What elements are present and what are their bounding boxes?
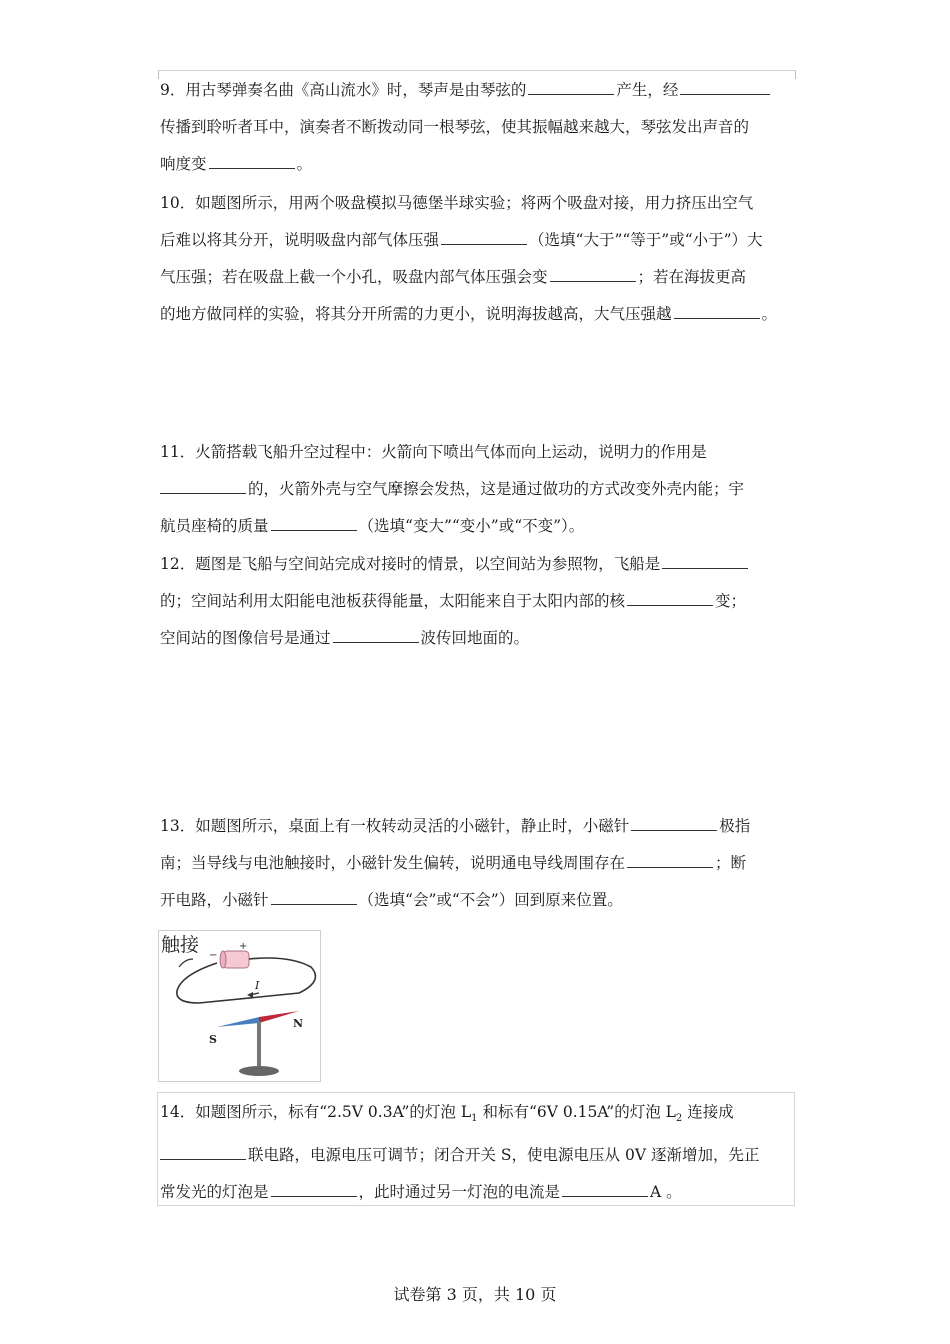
q14-subscript: 1	[471, 1113, 478, 1125]
q12-text: 波传回地面的。	[420, 629, 530, 647]
q14-text: A 。	[650, 1183, 682, 1202]
q14-text: 常发光的灯泡是	[160, 1183, 269, 1202]
q12-text: 空间站的图像信号是通过	[160, 629, 331, 647]
q10-text: 气压强；若在吸盘上截一个小孔，吸盘内部气体压强会变	[160, 268, 548, 286]
figure-title: 触接	[161, 934, 200, 956]
q13-blank-1[interactable]	[631, 816, 717, 831]
question-12	[160, 546, 792, 657]
question-14	[160, 1094, 792, 1211]
question-11	[160, 434, 792, 545]
q14-blank-2[interactable]	[271, 1182, 357, 1197]
q11-text: 航员座椅的质量	[160, 517, 269, 535]
north-pole-label: N	[293, 1017, 304, 1030]
stand-base	[239, 1066, 279, 1076]
battery-end	[220, 951, 226, 968]
battery-plus-label: +	[239, 941, 248, 952]
question-13	[160, 808, 792, 919]
q12-text: 的；空间站利用太阳能电池板获得能量，太阳能来自于太阳内部的核	[160, 592, 626, 610]
q14-subscript: 2	[675, 1113, 683, 1125]
q13-text: 极指	[719, 817, 751, 835]
q12-text: 12．题图是飞船与空间站完成对接时的情景，以空间站为参照物，飞船是	[160, 555, 661, 573]
q9-text: 传播到聆听者耳中，演奏者不断拨动同一根琴弦，使其振幅越来越大，琴弦发出声音的	[160, 118, 750, 136]
figure-svg	[159, 931, 320, 1081]
q14-text: 和标有“6V 0.15A”的灯泡 L	[477, 1103, 676, 1121]
q12-blank-2[interactable]	[627, 591, 713, 606]
q9-text: 9．用古琴弹奏名曲《高山流水》时，琴声是由琴弦的	[160, 81, 527, 99]
q10-text: （选填“大于”“等于”或“小于”）大	[529, 231, 763, 249]
q12-text: 变；	[715, 592, 747, 610]
question-9	[160, 72, 792, 183]
q10-blank-1[interactable]	[441, 230, 527, 245]
q9-blank-3[interactable]	[209, 154, 295, 169]
q10-text: 10．如题图所示，用两个吸盘模拟马德堡半球实验；将两个吸盘对接，用力挤压出空气	[160, 194, 754, 212]
q10-text: 的地方做同样的实验，将其分开所需的力更小，说明海拔越高，大气压强越	[160, 305, 672, 323]
touch-arrow-icon	[179, 959, 193, 967]
current-label: I	[255, 979, 260, 992]
q13-blank-3[interactable]	[271, 890, 357, 905]
q11-blank-1[interactable]	[160, 479, 246, 494]
q9-blank-1[interactable]	[528, 80, 614, 95]
q13-text: 开电路，小磁针	[160, 891, 269, 909]
q13-text: 13．如题图所示，桌面上有一枚转动灵活的小磁针，静止时，小磁针	[160, 817, 630, 835]
page-footer: 试卷第 3 页，共 10 页	[393, 1285, 557, 1304]
battery-minus-label: −	[209, 950, 218, 961]
q10-blank-2[interactable]	[550, 267, 636, 282]
q10-text: 。	[761, 305, 778, 323]
q14-text: 14．如题图所示，标有“2.5V 0.3A”的灯泡 L	[160, 1103, 472, 1121]
q9-text: 产生，经	[616, 81, 679, 99]
q9-blank-2[interactable]	[680, 80, 770, 95]
q14-text: 联电路，电源电压可调节；闭合开关 S，使电源电压从 0V 逐渐增加，先正	[248, 1146, 760, 1165]
needle-south-half	[217, 1017, 259, 1027]
q11-blank-2[interactable]	[271, 516, 357, 531]
south-pole-label: S	[209, 1033, 217, 1046]
question-10	[160, 185, 792, 333]
q10-blank-3[interactable]	[674, 304, 760, 319]
q12-blank-1[interactable]	[662, 554, 748, 569]
q13-text: ；断	[715, 854, 747, 872]
q14-blank-3[interactable]	[562, 1182, 648, 1197]
q9-text: 响度变	[160, 155, 207, 173]
q9-text: 。	[296, 155, 313, 173]
q10-text: ；若在海拔更高	[637, 268, 747, 286]
q12-blank-3[interactable]	[333, 628, 419, 643]
q13-text: （选填“会”或“不会”）回到原来位置。	[358, 891, 623, 909]
q10-text: 后难以将其分开，说明吸盘内部气体压强	[160, 231, 440, 249]
magnet-needle-figure	[158, 930, 321, 1082]
needle-stand	[257, 1021, 261, 1067]
q14-text: ，此时通过另一灯泡的电流是	[358, 1183, 561, 1202]
q11-text: 11．火箭搭载飞船升空过程中：火箭向下喷出气体而向上运动，说明力的作用是	[160, 443, 707, 461]
battery-icon	[223, 951, 249, 968]
q14-blank-1[interactable]	[160, 1145, 246, 1160]
q14-text: 连接成	[682, 1103, 734, 1121]
q11-text: （选填“变大”“变小”或“不变”）。	[358, 517, 585, 535]
q13-blank-2[interactable]	[627, 853, 713, 868]
q11-text: 的，火箭外壳与空气摩擦会发热，这是通过做功的方式改变外壳内能；宇	[248, 480, 745, 498]
q13-text: 南；当导线与电池触接时，小磁针发生偏转，说明通电导线周围存在	[160, 854, 626, 872]
